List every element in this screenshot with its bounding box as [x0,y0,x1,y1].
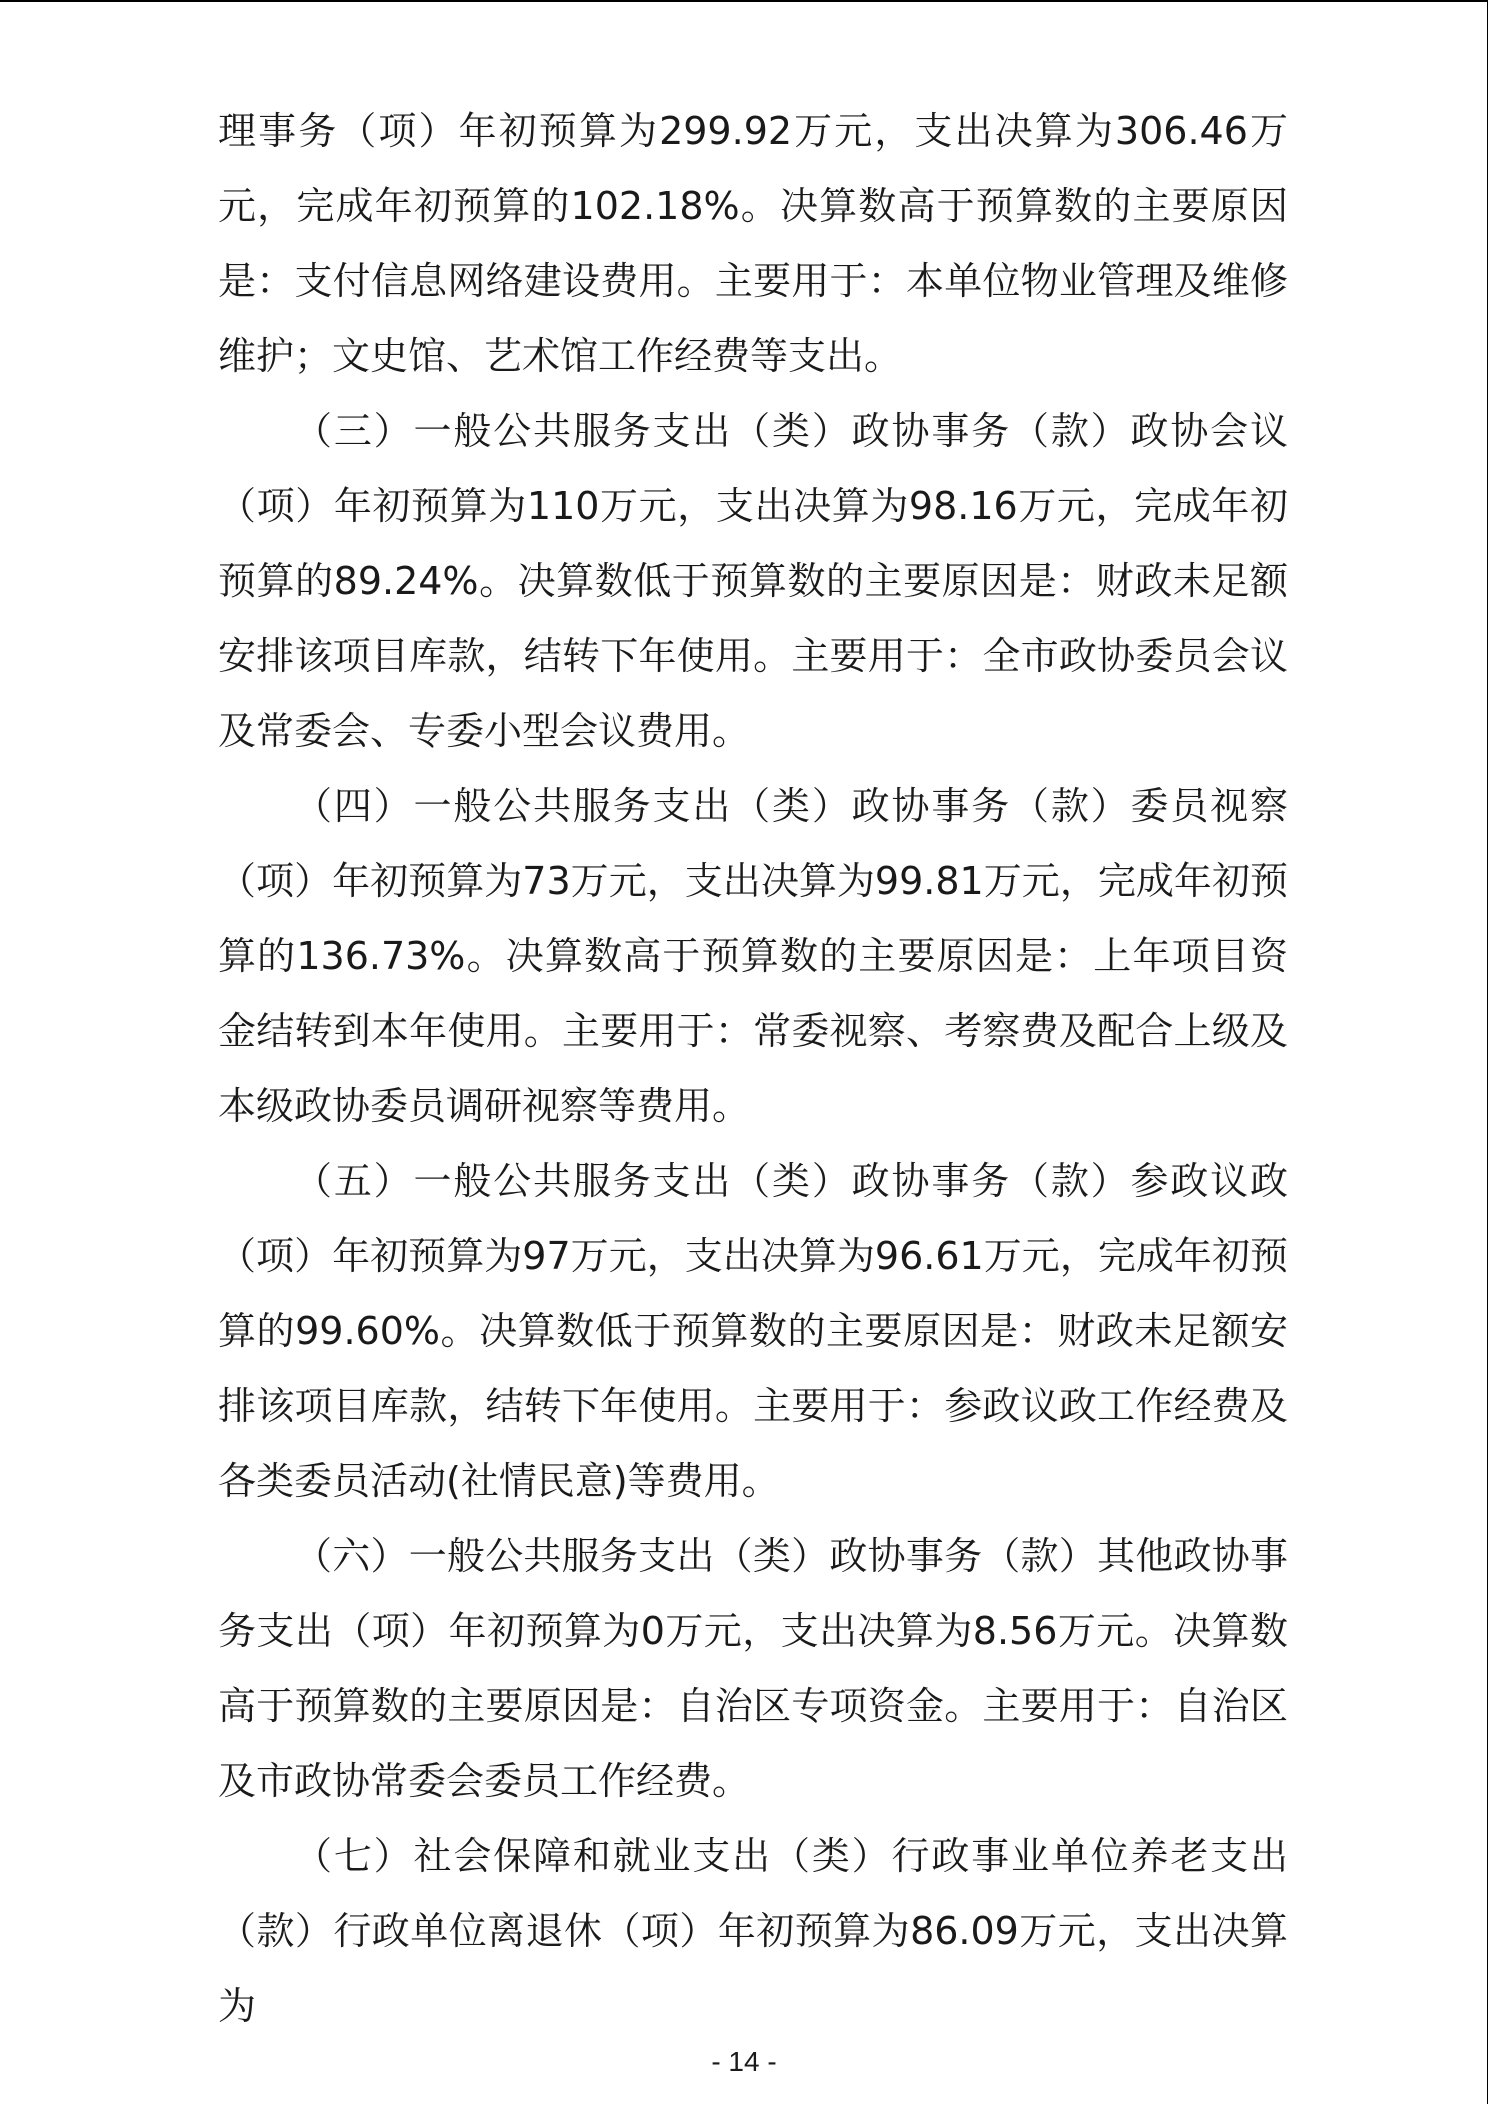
paragraph-continued: 理事务（项）年初预算为299.92万元，支出决算为306.46万元，完成年初预算的102.18%。决算数高于预算数的主要原因是：支付信息网络建设费用。主要用于：本单位物业管理及维修维护；文史馆、艺术馆工作经费等支出。 [218,109,1288,378]
paragraph-item-5: （五）一般公共服务支出（类）政协事务（款）参政议政（项）年初预算为97万元，支出决算为96.61万元，完成年初预算的99.60%。决算数低于预算数的主要原因是：财政未足额安排该项目库款，结转下年使用。主要用于：参政议政工作经费及各类委员活动(社情民意)等费用。 [218,1159,1288,1503]
paragraph-item-3: （三）一般公共服务支出（类）政协事务（款）政协会议（项）年初预算为110万元，支出决算为98.16万元，完成年初预算的89.24%。决算数低于预算数的主要原因是：财政未足额安排该项目库款，结转下年使用。主要用于：全市政协委员会议及常委会、专委小型会议费用。 [218,409,1288,753]
document-body [218,94,1288,2044]
paragraph-item-7: （七）社会保障和就业支出（类）行政事业单位养老支出（款）行政单位离退休（项）年初预算为86.09万元，支出决算为 [218,1834,1288,2028]
paragraph-item-6: （六）一般公共服务支出（类）政协事务（款）其他政协事务支出（项）年初预算为0万元，支出决算为8.56万元。决算数高于预算数的主要原因是：自治区专项资金。主要用于：自治区及市政协常委会委员工作经费。 [218,1534,1288,1803]
paragraph-item-4: （四）一般公共服务支出（类）政协事务（款）委员视察（项）年初预算为73万元，支出决算为99.81万元，完成年初预算的136.73%。决算数高于预算数的主要原因是：上年项目资金结转到本年使用。主要用于：常委视察、考察费及配合上级及本级政协委员调研视察等费用。 [218,784,1288,1128]
page-number: - 14 - [711,2046,777,2077]
